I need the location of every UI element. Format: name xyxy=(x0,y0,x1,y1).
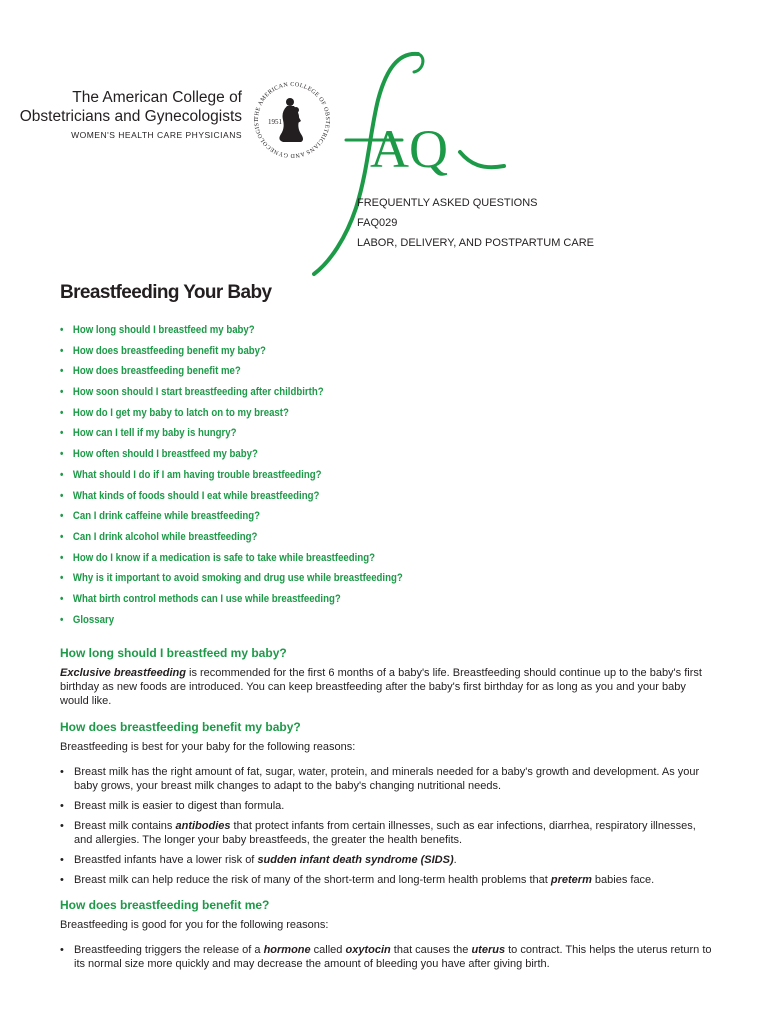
section-benefit-me xyxy=(60,897,712,971)
list-item: • Breast milk can help reduce the risk of many of the short-term and long-term health problems that preterm babies face. xyxy=(60,873,712,887)
glossary-term: hormone xyxy=(263,944,311,956)
list-item: • Breast milk has the right amount of fat, sugar, water, protein, and minerals needed for a baby's growth and development. As your baby grows, your breast milk changes to adapt to the baby's changing nutritional needs. xyxy=(60,765,712,793)
section-how-long xyxy=(60,645,712,708)
list-item: • Breastfeeding triggers the release of a hormone called oxytocin that causes the uterus to contract. This helps the uterus return to its normal size more quickly and may decrease the amount of bleeding you have after giving birth. xyxy=(60,943,712,971)
toc-link[interactable]: • How do I know if a medication is safe to take while breastfeeding? xyxy=(60,551,375,564)
toc-link-glossary[interactable]: • Glossary xyxy=(60,613,115,626)
glossary-term: preterm xyxy=(550,874,592,886)
article-body xyxy=(60,645,712,981)
toc-link[interactable]: • How does breastfeeding benefit my baby? xyxy=(60,344,266,357)
page-header xyxy=(0,0,770,270)
glossary-term: antibodies xyxy=(175,820,231,832)
toc-link[interactable]: • What birth control methods can I use while breastfeeding? xyxy=(60,592,341,605)
toc-link[interactable]: • How does breastfeeding benefit me? xyxy=(60,365,241,378)
benefit-list xyxy=(60,765,712,887)
org-name-line1: The American College of xyxy=(72,89,242,106)
glossary-term: uterus xyxy=(471,944,506,956)
seal-year: 1951 xyxy=(268,118,282,126)
section-benefit-baby xyxy=(60,719,712,887)
toc-link[interactable]: • What kinds of foods should I eat while breastfeeding? xyxy=(60,489,320,502)
org-name-block xyxy=(20,88,242,140)
faq-logo-letters: AQ xyxy=(370,119,448,179)
seal-ring-text: THE AMERICAN COLLEGE OF OBSTETRICIANS AND GYNECOLOGIST xyxy=(253,81,331,159)
section-heading: How does breastfeeding benefit my baby? xyxy=(60,720,301,734)
glossary-term: Exclusive breastfeeding xyxy=(60,667,186,679)
toc-link[interactable]: • How often should I breastfeed my baby? xyxy=(60,448,258,461)
toc-link[interactable]: • How soon should I start breastfeeding after childbirth? xyxy=(60,386,324,399)
section-heading: How long should I breastfeed my baby? xyxy=(60,646,287,660)
section-intro: Breastfeeding is best for your baby for the following reasons: xyxy=(60,741,356,753)
meta-series: FREQUENTLY ASKED QUESTIONS xyxy=(357,197,538,209)
org-tagline: WOMEN'S HEALTH CARE PHYSICIANS xyxy=(71,130,242,140)
toc-link[interactable]: • How do I get my baby to latch on to my breast? xyxy=(60,406,289,419)
section-heading: How does breastfeeding benefit me? xyxy=(60,898,270,912)
list-item: • Breastfed infants have a lower risk of sudden infant death syndrome (SIDS). xyxy=(60,853,712,867)
glossary-term: sudden infant death syndrome (SIDS) xyxy=(257,854,454,866)
table-of-contents xyxy=(60,322,403,632)
toc-link[interactable]: • How long should I breastfeed my baby? xyxy=(60,324,255,336)
toc-link[interactable]: • What should I do if I am having trouble breastfeeding? xyxy=(60,468,322,481)
org-name-line2: Obstetricians and Gynecologists xyxy=(19,108,242,125)
list-item: • Breast milk is easier to digest than formula. xyxy=(60,799,712,813)
benefit-list xyxy=(60,943,712,971)
meta-faq-number: FAQ029 xyxy=(357,217,398,229)
meta-category: LABOR, DELIVERY, AND POSTPARTUM CARE xyxy=(357,237,594,249)
toc-link[interactable]: • Can I drink caffeine while breastfeeding? xyxy=(60,510,261,523)
toc-link[interactable]: • Why is it important to avoid smoking and drug use while breastfeeding? xyxy=(60,572,403,585)
toc-link[interactable]: • How can I tell if my baby is hungry? xyxy=(60,427,237,440)
document-meta xyxy=(357,195,594,255)
glossary-term: oxytocin xyxy=(345,944,391,956)
page-title: Breastfeeding Your Baby xyxy=(60,282,272,303)
list-item: • Breast milk contains antibodies that protect infants from certain illnesses, such as ear infections, diarrhea, respiratory illnesses, and allergies. The longer your baby breastfeeds, the greater the health benefits. xyxy=(60,819,712,847)
section-intro: Breastfeeding is good for you for the following reasons: xyxy=(60,919,329,931)
toc-link[interactable]: • Can I drink alcohol while breastfeeding? xyxy=(60,530,258,543)
section-paragraph: Exclusive breastfeeding is recommended for the first 6 months of a baby's life. Breastfeeding should continue up to the baby's first birthday as new foods are introduced. You can keep breastfeeding after the baby's first birthday for as long as you and your baby would like. xyxy=(60,667,702,707)
